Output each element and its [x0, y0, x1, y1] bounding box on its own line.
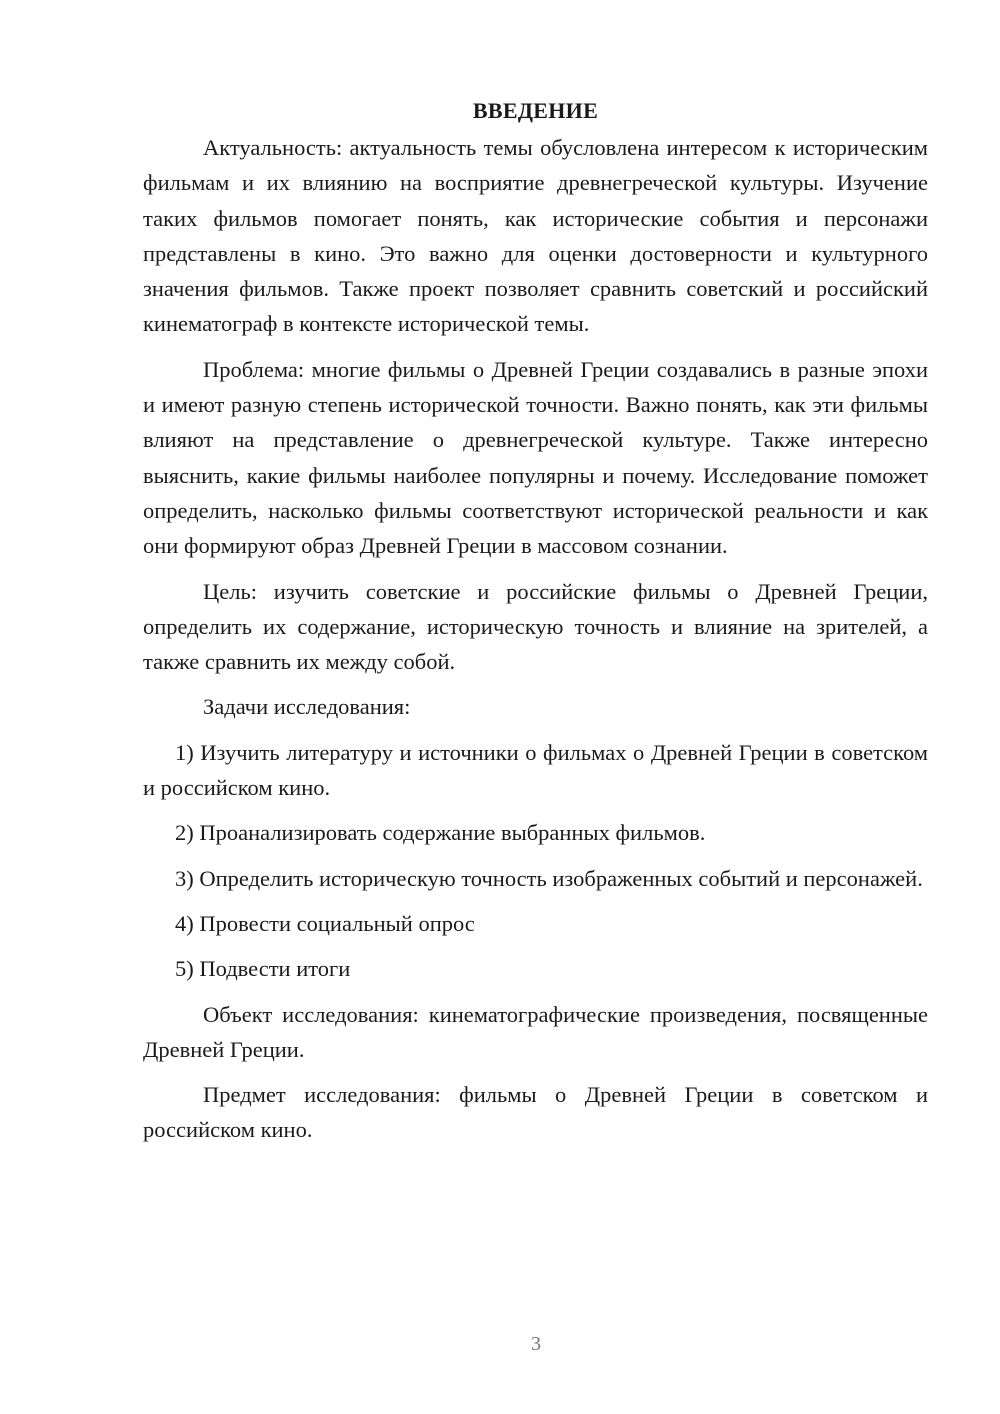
task-item-1: 1) Изучить литературу и источники о фильмах о Древней Греции в советском и российском кино. — [143, 739, 928, 801]
tasks-label: Задачи исследования: — [203, 694, 411, 720]
task-item-5: 5) Подвести итоги — [175, 956, 351, 982]
document-page — [143, 96, 928, 1158]
task-item-3: 3) Определить историческую точность изображенных событий и персонажей. — [175, 865, 923, 891]
task-item-2: 2) Проанализировать содержание выбранных фильмов. — [175, 820, 706, 846]
task-item-4: 4) Провести социальный опрос — [175, 910, 475, 936]
page-number: 3 — [531, 1333, 541, 1355]
paragraph-subject: Предмет исследования: фильмы о Древней Греции в советском и российском кино. — [143, 1082, 928, 1143]
paragraph-object: Объект исследования: кинематографические произведения, посвященные Древней Греции. — [143, 1001, 928, 1062]
section-heading: ВВЕДЕНИЕ — [472, 98, 599, 123]
paragraph-goal: Цель: изучить советские и российские фильмы о Древней Греции, определить их содержание, историческую точность и влияние на зрителей, а также сравнить их между собой. — [143, 578, 928, 675]
paragraph-problem: Проблема: многие фильмы о Древней Греции создавались в разные эпохи и имеют разную степень исторической точности. Важно понять, как эти фильмы влияют на представление о древнегреческой культуре. Также интересно выяснить, какие фильмы наиболее популярны и почему. Исследование поможет определить, насколько фильмы соответствуют исторической реальности и как они формируют образ Древней Греции в массовом сознании. — [143, 356, 928, 559]
paragraph-relevance: Актуальность: актуальность темы обусловлена интересом к историческим фильмам и их влиянию на восприятие древнегреческой культуры. Изучение таких фильмов помогает понять, как исторические события и персонажи представлены в кино. Это важно для оценки достоверности и культурного значения фильмов. Также проект позволяет сравнить советский и российский кинематограф в контексте исторической темы. — [143, 135, 928, 337]
